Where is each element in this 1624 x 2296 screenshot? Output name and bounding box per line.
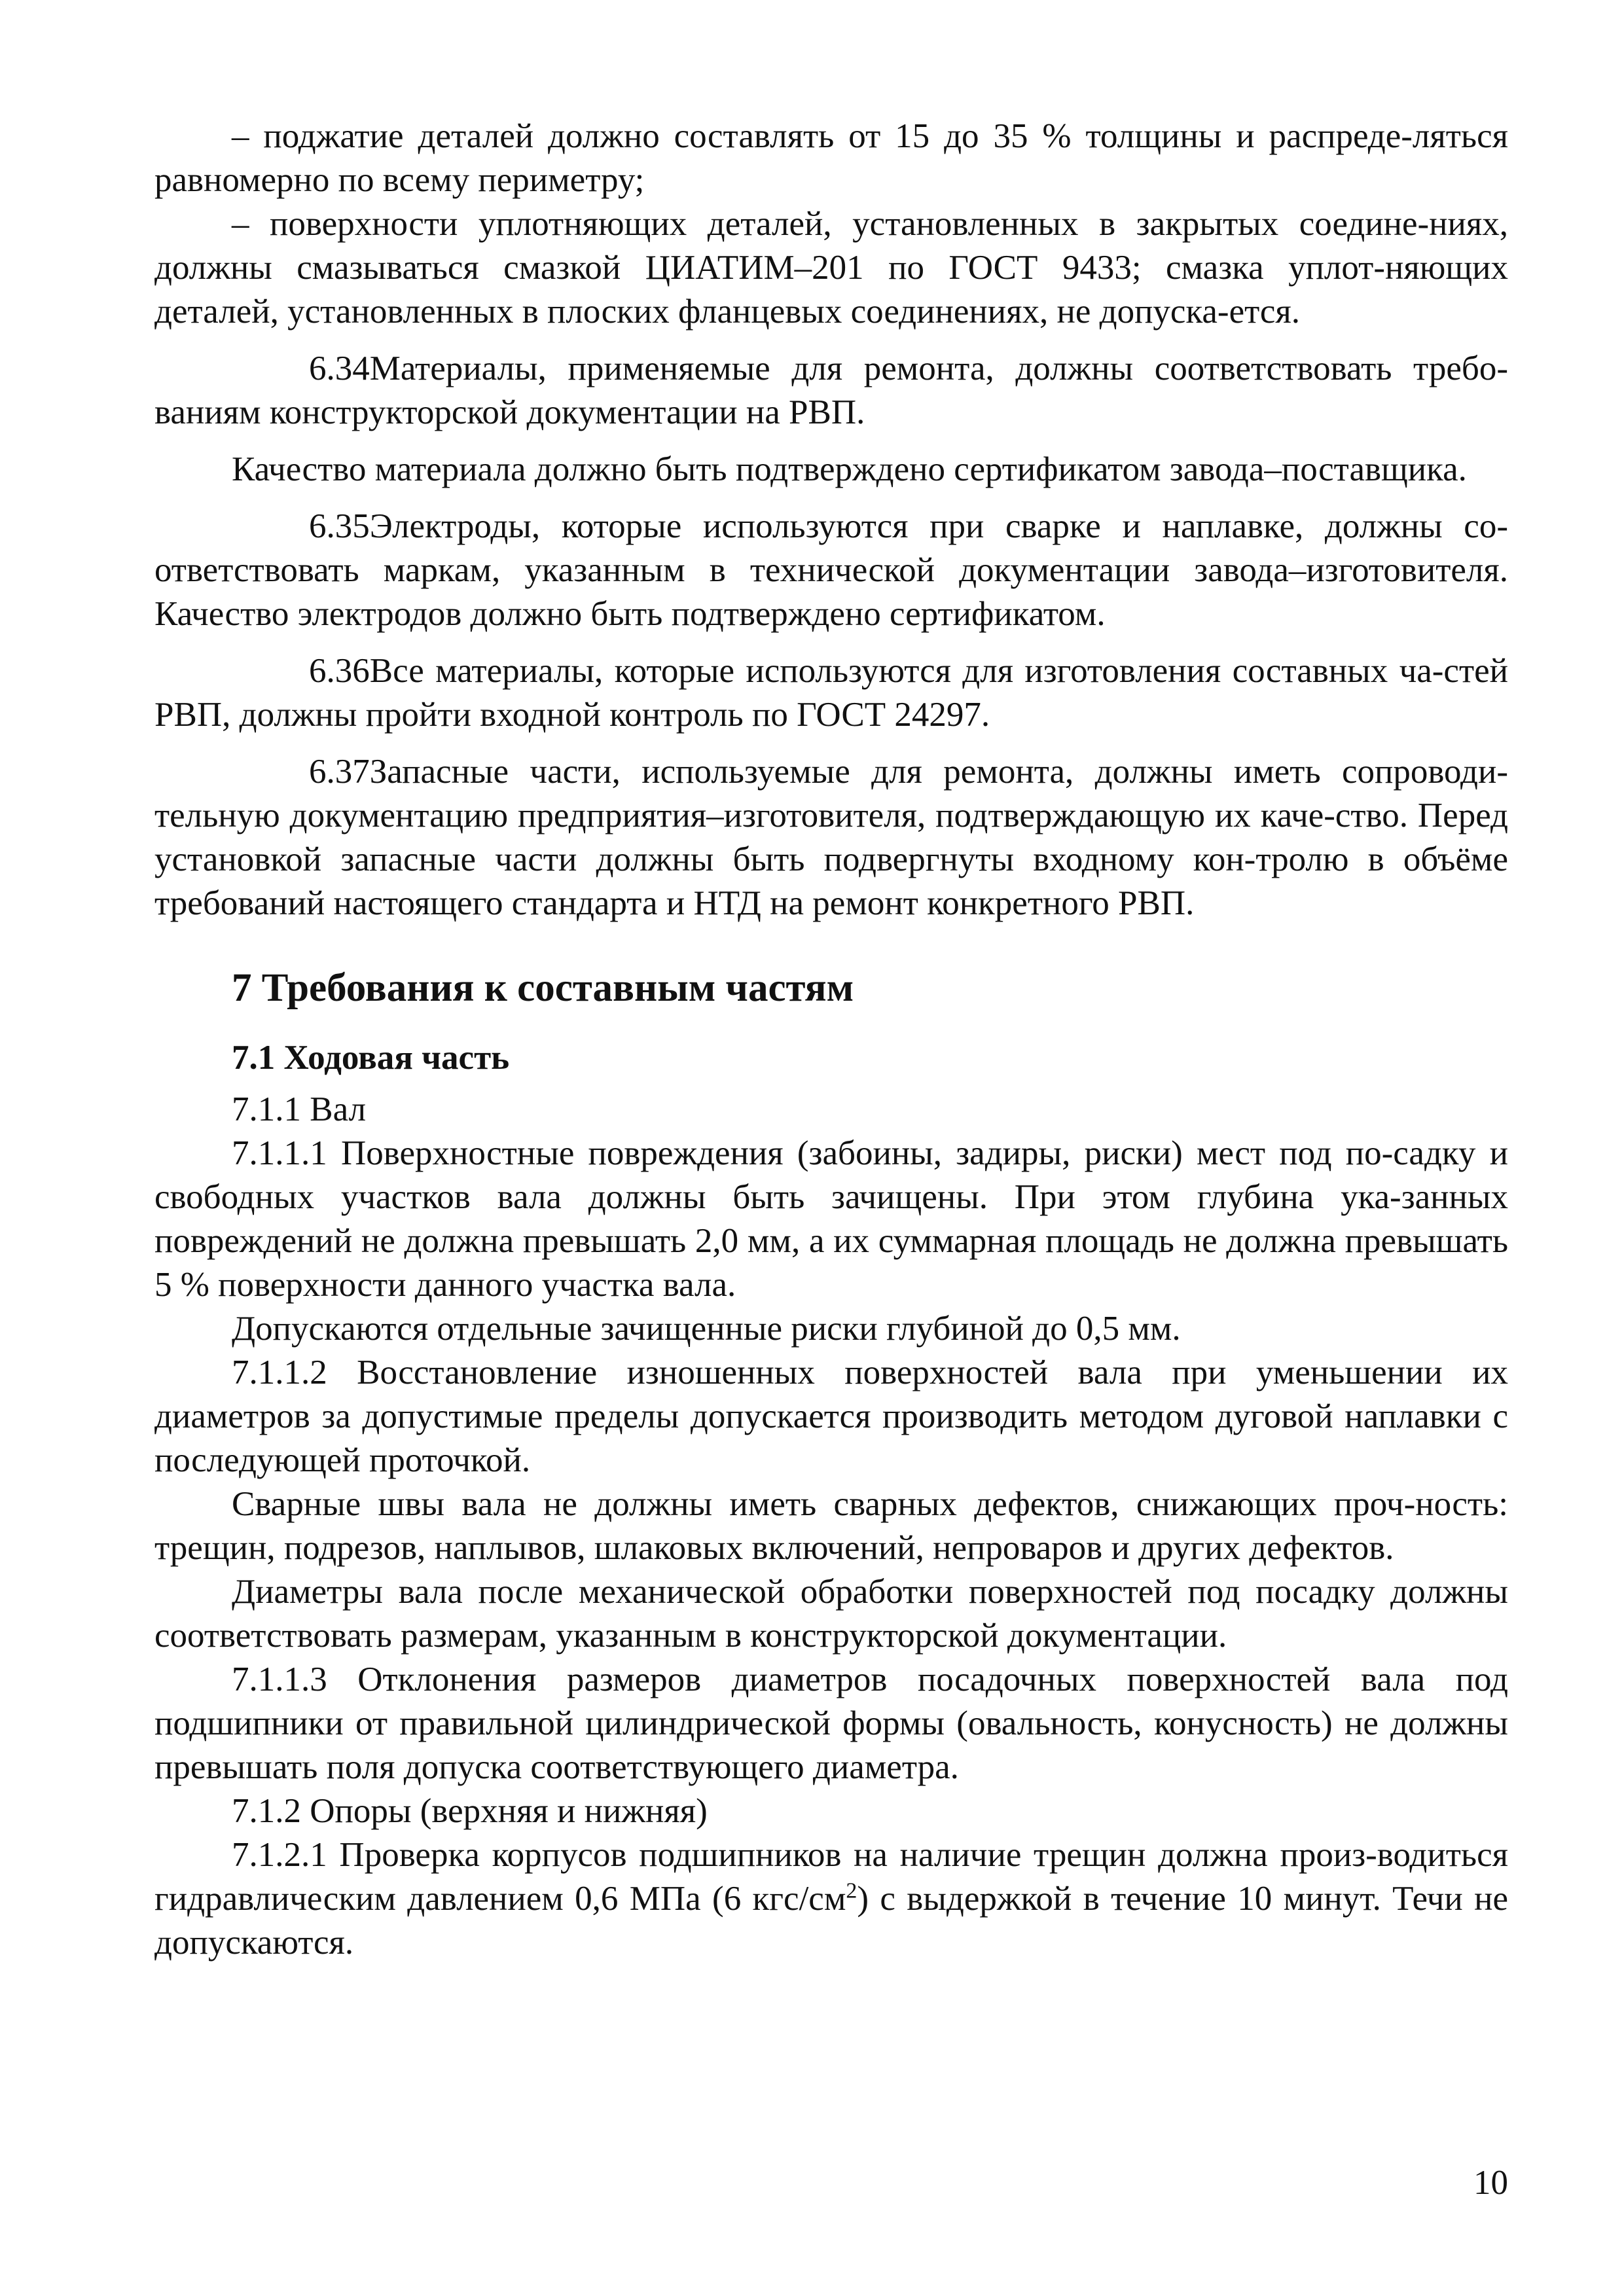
item-7-1-1-2: 7.1.1.2 Восстановление изношенных поверхностей вала при уменьшении их диаметров за допустимые пределы допускается производить методом дуговой наплавки с последующей проточкой. <box>154 1354 1508 1479</box>
superscript: 2 <box>846 1878 857 1903</box>
item-7-1-2-1 <box>154 1833 1508 1965</box>
clause-number: 6.37 <box>309 753 370 791</box>
item-7-1-1: 7.1.1 Вал <box>232 1090 367 1128</box>
clause-number: 6.36 <box>309 652 370 690</box>
item-7-1-1-3: 7.1.1.3 Отклонения размеров диаметров посадочных поверхностей вала под подшипники от правильной цилиндрической формы (овальность, конусность) не должны превышать поля допуска соответствующего диаметра. <box>154 1660 1508 1786</box>
item-7-1-1-2-extra-1: Сварные швы вала не должны иметь сварных дефектов, снижающих проч-ность: трещин, подрезов, наплывов, шлаковых включений, непроваров и других дефектов. <box>154 1485 1508 1567</box>
item-7-1-1-2-extra-2: Диаметры вала после механической обработки поверхностей под посадку должны соответствовать размерам, указанным в конструкторской документации. <box>154 1573 1508 1655</box>
page-number: 10 <box>1473 2164 1508 2202</box>
item-text-start: 7.1.2.1 Проверка корпусов подшипников на наличие трещин должна произ-водиться гидравлическим давлением 0,6 МПа (6 кгс/см <box>154 1836 1508 1918</box>
clause-text: Материалы, применяемые для ремонта, должны соответствовать требо-ваниям конструкторской документации на РВП. <box>154 350 1508 431</box>
clause-6-34 <box>154 347 1508 435</box>
clause-text: Электроды, которые используются при сварке и наплавке, должны со-ответствовать маркам, указанным в технической документации завода–изготовителя. Качество электродов должно быть подтверждено сертификатом. <box>154 507 1508 633</box>
clause-6-37 <box>154 750 1508 925</box>
clause-number: 6.34 <box>309 350 370 387</box>
paragraph-compression: – поджатие деталей должно составлять от 15 до 35 % толщины и распреде-ляться равномерно по всему периметру; <box>154 117 1508 199</box>
clause-text: Все материалы, которые используются для изготовления составных ча-стей РВП, должны пройти входной контроль по ГОСТ 24297. <box>154 652 1508 734</box>
item-7-1-1-1: 7.1.1.1 Поверхностные повреждения (забоины, задиры, риски) мест под по-садку и свободных участков вала должны быть зачищены. При этом глубина ука-занных повреждений не должна превышать 2,0 мм, а их суммарная площадь не должна превышать 5 % поверхности данного участка вала. <box>154 1134 1508 1304</box>
paragraph-lubrication: – поверхности уплотняющих деталей, установленных в закрытых соедине-ниях, должны смазываться смазкой ЦИАТИМ–201 по ГОСТ 9433; смазка уплот-няющих деталей, установленных в плоских фланцевых соединениях, не допуска-ется. <box>154 205 1508 331</box>
clause-6-34-extra: Качество материала должно быть подтверждено сертификатом завода–поставщика. <box>232 450 1467 488</box>
item-7-1-1-1-extra: Допускаются отдельные зачищенные риски глубиной до 0,5 мм. <box>232 1310 1181 1348</box>
item-text-end: ) с выдержкой в течение 10 минут. Течи не допускаются. <box>154 1880 1508 1962</box>
clause-text: Запасные части, используемые для ремонта, должны иметь сопроводи-тельную документацию предприятия–изготовителя, подтверждающую их каче-ство. Перед установкой запасные части должны быть подвергнуты входному кон-тролю в объёме требований настоящего стандарта и НТД на ремонт конкретного РВП. <box>154 753 1508 922</box>
document-page <box>154 115 1508 1965</box>
item-7-1-2: 7.1.2 Опоры (верхняя и нижняя) <box>232 1792 708 1830</box>
clause-6-35 <box>154 505 1508 636</box>
subsection-title: 7.1 Ходовая часть <box>232 1039 510 1077</box>
clause-6-36 <box>154 649 1508 737</box>
clause-number: 6.35 <box>309 507 370 545</box>
section-title: 7 Требования к составным частям <box>232 966 854 1010</box>
